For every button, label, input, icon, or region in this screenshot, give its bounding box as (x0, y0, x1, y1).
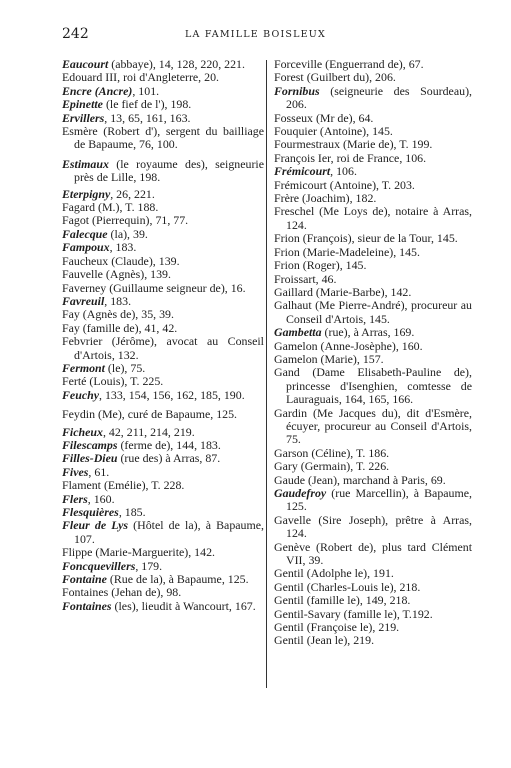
index-headword: Fampoux (62, 240, 110, 255)
index-entry-text: Febvrier (Jérôme), avocat au Conseil d'Artois, 132. (62, 334, 264, 362)
index-entry (274, 273, 472, 286)
index-entry-text: , 42, 211, 214, 219. (102, 424, 195, 439)
index-headword: Fleur de Lys (62, 518, 128, 533)
index-entry (62, 125, 264, 152)
index-entry (274, 286, 472, 299)
index-headword: Favreuil (62, 293, 105, 308)
index-entry (62, 600, 264, 613)
index-entry (274, 112, 472, 125)
index-entry (62, 214, 264, 227)
index-headword: Fermont (62, 360, 105, 375)
index-entry-text: Gamelon (Marie), 157. (274, 351, 384, 366)
index-entry (274, 192, 472, 205)
column-divider (266, 60, 267, 688)
index-entry-text: Faverney (Guillaume seigneur de), 16. (62, 280, 246, 295)
index-entry-text: (la), 39. (107, 226, 148, 241)
index-entry (62, 479, 264, 492)
index-entry-text: Flippe (Marie-Marguerite), 142. (62, 545, 215, 560)
index-headword: Filescamps (62, 437, 118, 452)
index-entry-text: Genève (Robert de), plus tard Clément VII, 39. (274, 539, 472, 568)
index-entry (62, 493, 264, 506)
index-entry-text: (rue des) à Arras, 87. (117, 451, 221, 466)
index-entry-text: Frion (Marie-Madeleine), 145. (274, 244, 420, 259)
index-entry (62, 362, 264, 375)
index-entry-text: Forceville (Enguerrand de), 67. (274, 57, 424, 71)
index-headword: Fontaines (62, 598, 112, 613)
index-headword: Flers (62, 491, 88, 506)
index-headword: Gambetta (274, 325, 322, 340)
index-entry-text: Esmère (Robert d'), sergent du bailliage de Bapaume, 76, 100. (62, 124, 264, 152)
index-entry (62, 466, 264, 479)
index-entry-text: (le royaume des), seigneurie près de Lille, 198. (74, 156, 264, 185)
index-entry-text: Gentil (Charles-Louis le), 218. (274, 579, 421, 594)
index-entry (62, 98, 264, 111)
index-entry-text: , 185. (118, 505, 146, 519)
page-header (0, 26, 511, 44)
index-entry-text: Gentil (Françoise le), 219. (274, 620, 400, 635)
index-entry (62, 241, 264, 254)
index-entry (274, 125, 472, 138)
index-entry (274, 58, 472, 71)
index-entry (62, 560, 264, 573)
index-entry-text: , 61. (88, 464, 110, 479)
index-entry (62, 268, 264, 281)
index-entry (62, 85, 264, 98)
index-headword: Flesquières (62, 505, 119, 519)
index-entry-text: , 101. (132, 83, 160, 98)
index-entry (274, 259, 472, 272)
index-entry-text: Fay (Agnès de), 35, 39. (62, 307, 174, 322)
index-entry-text: Gavelle (Sire Joseph), prêtre à Arras, 124. (274, 512, 472, 541)
index-entry (274, 165, 472, 178)
index-entry-text: (le fief de l'), 198. (102, 97, 192, 112)
index-entry-text: Gand (Dame Elisabeth-Pauline de), princesse d'Isenghien, comtesse de Lauraguais, 164, 165, 166. (274, 365, 472, 407)
index-entry (274, 567, 472, 580)
index-entry (274, 232, 472, 245)
index-entry-text: Edouard III, roi d'Angleterre, 20. (62, 70, 219, 85)
index-headword: Estimaux (62, 156, 109, 171)
index-entry-text: , 13, 65, 161, 163. (104, 110, 191, 125)
index-headword: Foncquevillers (62, 558, 136, 573)
index-headword: Filles-Dieu (62, 451, 118, 466)
index-headword: Fives (62, 464, 89, 479)
index-entry-text: Fontaines (Jehan de), 98. (62, 585, 182, 600)
index-entry-text: François Ier, roi de France, 106. (274, 150, 427, 165)
index-entry-text: Fouquier (Antoine), 145. (274, 124, 393, 139)
index-entry (274, 326, 472, 339)
index-entry-text: (le), 75. (104, 360, 146, 375)
index-entry-text: (abbaye), 14, 128, 220, 221. (108, 57, 245, 71)
index-entry (274, 299, 472, 326)
index-headword: Eaucourt (62, 57, 109, 71)
index-entry-text: , 183. (104, 293, 132, 308)
index-entry-text: Freschel (Me Loys de), notaire à Arras, 124. (274, 204, 472, 232)
index-entry (62, 158, 264, 185)
index-entry-text: Feydin (Me), curé de Bapaume, 125. (62, 407, 238, 422)
index-entry-text: Gaude (Jean), marchand à Paris, 69. (274, 472, 446, 487)
index-entry-text: , 106. (330, 164, 357, 179)
index-entry (62, 58, 264, 71)
index-entry-text: (les), lieudit à Wancourt, 167. (111, 598, 256, 613)
index-column-left (62, 58, 264, 613)
index-entry-text: Gaillard (Marie-Barbe), 142. (274, 284, 412, 299)
index-headword: Encre (Ancre) (62, 83, 133, 98)
running-title: LA FAMILLE BOISLEUX (185, 29, 326, 40)
index-entry (62, 228, 264, 241)
index-entry-text: Gamelon (Anne-Josèphe), 160. (274, 338, 423, 353)
index-entry (274, 460, 472, 473)
index-entry-text: Frémicourt (Antoine), T. 203. (274, 177, 415, 192)
index-entry (274, 514, 472, 541)
index-entry (274, 179, 472, 192)
index-entry (274, 353, 472, 366)
index-headword: Gaudefroy (274, 486, 327, 500)
index-headword: Eterpigny (62, 186, 111, 201)
index-entry-text: (seigneurie des Sourdeau), 206. (286, 83, 472, 112)
index-entry (274, 340, 472, 353)
index-entry (274, 621, 472, 634)
index-headword: Fornibus (274, 83, 320, 98)
index-entry-text: (rue Marcellin), à Bapaume, 125. (286, 486, 472, 514)
index-entry (62, 375, 264, 388)
index-entry-text: Fagard (M.), T. 188. (62, 200, 159, 215)
index-entry (274, 138, 472, 151)
index-entry (274, 541, 472, 568)
index-entry-text: (Rue de la), à Bapaume, 125. (106, 572, 249, 587)
index-entry (62, 255, 264, 268)
index-headword: Feuchy (62, 387, 99, 402)
index-entry (62, 426, 264, 439)
index-entry (274, 71, 472, 84)
index-entry (274, 634, 472, 647)
index-entry-text: (ferme de), 144, 183. (117, 437, 221, 452)
index-entry-text: Garson (Céline), T. 186. (274, 445, 390, 460)
index-entry-text: (Hôtel de la), à Bapaume, 107. (74, 518, 264, 546)
index-entry-text: Fay (famille de), 41, 42. (62, 320, 178, 335)
index-headword: Falecque (62, 226, 108, 241)
index-headword: Epinette (62, 97, 103, 112)
index-entry (274, 474, 472, 487)
index-entry-text: Gentil (Jean le), 219. (274, 633, 375, 648)
index-entry-text: Fourmestraux (Marie de), T. 199. (274, 137, 433, 152)
index-entry-text: Forest (Guilbert du), 206. (274, 70, 396, 85)
index-entry (62, 308, 264, 321)
index-entry-text: Gentil (famille le), 149, 218. (274, 593, 411, 608)
index-entry-text: Gentil-Savary (famille le), T.192. (274, 606, 433, 621)
index-entry (62, 322, 264, 335)
index-entry (62, 389, 264, 402)
index-entry-text: Froissart, 46. (274, 271, 337, 286)
index-entry (274, 205, 472, 232)
index-entry (62, 282, 264, 295)
index-entry (62, 71, 264, 84)
index-entry (62, 506, 264, 519)
index-entry-text: , 179. (135, 558, 163, 573)
index-entry-text: Faucheux (Claude), 139. (62, 253, 180, 268)
index-entry (62, 546, 264, 559)
index-entry (274, 85, 472, 112)
index-column-right (274, 58, 472, 648)
index-entry (274, 366, 472, 406)
index-headword: Ficheux (62, 424, 103, 439)
index-entry-text: Frion (Roger), 145. (274, 258, 367, 273)
index-entry (62, 188, 264, 201)
index-entry (274, 581, 472, 594)
index-entry (274, 608, 472, 621)
index-headword: Ervillers (62, 110, 105, 125)
index-entry-text: Flament (Emélie), T. 228. (62, 478, 185, 493)
index-entry-text: Gentil (Adolphe le), 191. (274, 566, 394, 581)
index-entry-text: Fagot (Pierrequin), 71, 77. (62, 213, 189, 228)
index-entry (62, 573, 264, 586)
index-entry (274, 152, 472, 165)
index-entry-text: (rue), à Arras, 169. (321, 325, 415, 340)
index-entry-text: Fauvelle (Agnès), 139. (62, 267, 171, 282)
index-entry-text: Ferté (Louis), T. 225. (62, 374, 164, 389)
index-entry-text: Gary (Germain), T. 226. (274, 459, 390, 474)
index-entry (62, 586, 264, 599)
index-headword: Fontaine (62, 572, 107, 587)
index-entry (62, 452, 264, 465)
index-entry-text: Frion (François), sieur de la Tour, 145. (274, 231, 458, 246)
index-entry (274, 407, 472, 447)
index-entry-text: , 133, 154, 156, 162, 185, 190. (99, 387, 245, 402)
index-entry (274, 246, 472, 259)
index-entry (62, 408, 264, 421)
index-entry-text: Fosseux (Mr de), 64. (274, 110, 374, 125)
index-entry (62, 295, 264, 308)
page-number: 242 (62, 26, 89, 42)
index-entry (274, 447, 472, 460)
index-entry (62, 201, 264, 214)
index-entry (62, 112, 264, 125)
index-entry (274, 594, 472, 607)
index-headword: Frémicourt (274, 164, 331, 179)
index-entry (274, 487, 472, 514)
index-entry-text: Galhaut (Me Pierre-André), procureur au Conseil d'Artois, 145. (274, 298, 472, 326)
index-entry-text: , 26, 221. (110, 186, 155, 201)
index-entry-text: , 183. (109, 240, 137, 255)
index-entry-text: Gardin (Me Jacques du), dit d'Esmère, écuyer, procureur au Conseil d'Artois, 75. (274, 405, 472, 447)
index-entry-text: , 160. (87, 491, 115, 506)
index-entry (62, 439, 264, 452)
index-entry (62, 335, 264, 362)
index-entry (62, 519, 264, 546)
index-entry-text: Frère (Joachim), 182. (274, 191, 377, 206)
